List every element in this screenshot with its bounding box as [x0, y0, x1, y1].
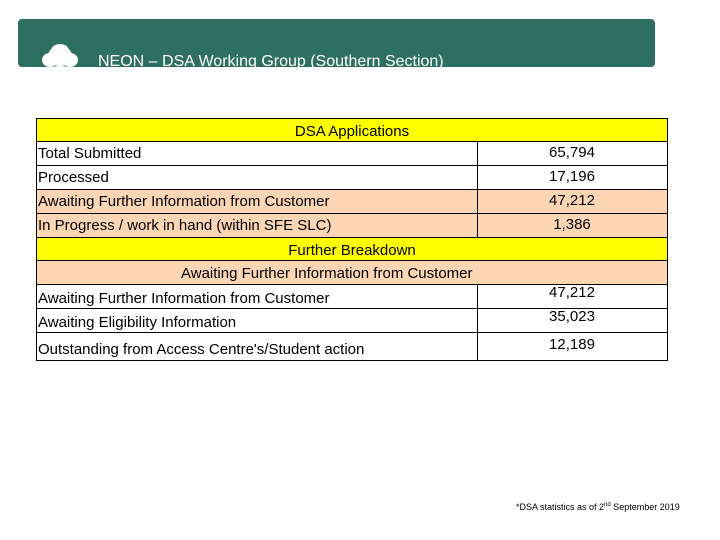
breakdown-subheader [37, 261, 667, 285]
row-label: Total Submitted [38, 145, 142, 162]
oak-tree-logo-icon [39, 43, 81, 81]
title-banner [18, 19, 655, 70]
table-row [37, 333, 667, 361]
row-label: Awaiting Eligibility Information [38, 314, 237, 331]
row-value: 12,189 [477, 332, 666, 361]
table-header-label: DSA Applications [294, 123, 410, 140]
footnote: *DSA statistics as of 2nd September 2019 [516, 502, 680, 512]
row-label: Processed [38, 169, 109, 186]
row-value: 47,212 [477, 189, 666, 214]
row-value: 35,023 [477, 308, 666, 333]
row-value: 65,794 [477, 141, 666, 166]
table-header [37, 119, 667, 142]
row-value: 17,196 [477, 165, 666, 190]
row-label: Outstanding from Access Centre's/Student action [38, 341, 365, 358]
table-row [37, 142, 667, 166]
row-label: Awaiting Further Information from Customer [38, 290, 330, 307]
breakdown-header [37, 238, 667, 261]
table-row [37, 309, 667, 333]
table-row [37, 285, 667, 309]
table-row [37, 166, 667, 190]
table-row [37, 190, 667, 214]
page-title: NEON – DSA Working Group (Southern Section) [98, 53, 444, 70]
row-value: 47,212 [477, 284, 666, 309]
row-label: In Progress / work in hand (within SFE SLC) [38, 217, 332, 234]
dsa-applications-table [36, 118, 668, 361]
breakdown-subheader-label: Awaiting Further Information from Customer [181, 265, 473, 282]
row-label: Awaiting Further Information from Customer [38, 193, 330, 210]
table-row [37, 214, 667, 238]
breakdown-header-label: Further Breakdown [288, 242, 416, 259]
row-value: 1,386 [477, 213, 666, 238]
